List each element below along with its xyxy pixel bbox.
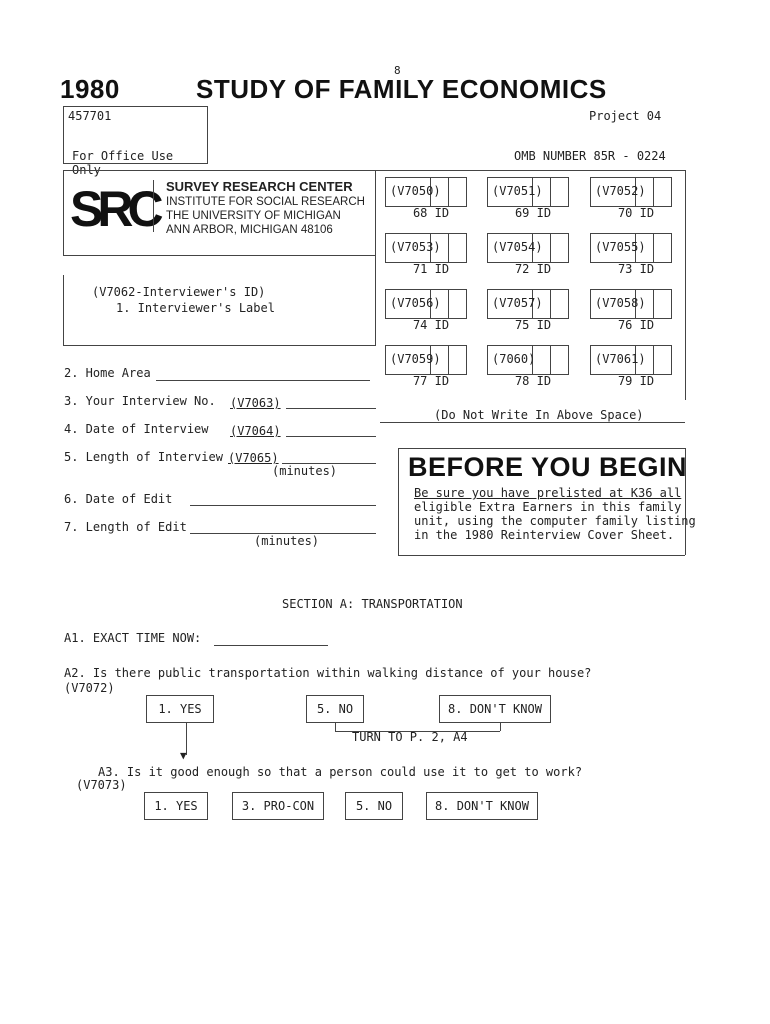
id-box[interactable] xyxy=(385,345,467,375)
id-box[interactable] xyxy=(590,177,672,207)
office-use-label: For Office Use Only xyxy=(72,149,174,177)
id-box-caption: 74 ID xyxy=(412,318,450,332)
id-box-var: (V7059) xyxy=(390,352,441,366)
date-of-interview-field[interactable] xyxy=(286,436,376,437)
id-box-caption: 68 ID xyxy=(412,206,450,220)
id-box-caption: 71 ID xyxy=(412,262,450,276)
date-of-edit-field[interactable] xyxy=(190,505,376,506)
id-box-var: (V7054) xyxy=(492,240,543,254)
a2-var: (V7072) xyxy=(64,681,115,695)
id-box[interactable] xyxy=(487,289,569,319)
id-box-var: (V7057) xyxy=(492,296,543,310)
id-box-caption: 73 ID xyxy=(617,262,655,276)
item-length-of-interview: 5. Length of Interview xyxy=(64,450,223,464)
a1-question: A1. EXACT TIME NOW: xyxy=(64,631,202,645)
id-box[interactable] xyxy=(487,345,569,375)
id-box-var: (7060) xyxy=(492,352,536,366)
a3-question: A3. Is it good enough so that a person could use it to get to work? xyxy=(98,765,583,779)
a3-option-dont-know[interactable]: 8. DON'T KNOW xyxy=(426,792,538,820)
before-line-2: eligible Extra Earners in this family xyxy=(414,500,682,514)
v7063-code: (V7063) xyxy=(230,396,281,410)
a2-option-no[interactable]: 5. NO xyxy=(306,695,364,723)
id-box-caption: 79 ID xyxy=(617,374,655,388)
id-box-var: (V7061) xyxy=(595,352,646,366)
interview-minutes-unit: (minutes) xyxy=(272,464,338,478)
a3-option-pro-con[interactable]: 3. PRO-CON xyxy=(232,792,324,820)
id-box-var: (V7052) xyxy=(595,184,646,198)
id-box[interactable] xyxy=(385,177,467,207)
a2-option-dont-know[interactable]: 8. DON'T KNOW xyxy=(439,695,551,723)
before-line-3: unit, using the computer family listing xyxy=(414,514,696,528)
id-box-caption: 76 ID xyxy=(617,318,655,332)
src-line-3: ANN ARBOR, MICHIGAN 48106 xyxy=(166,224,333,236)
id-box[interactable] xyxy=(487,233,569,263)
item-date-of-interview: 4. Date of Interview xyxy=(64,422,209,436)
id-box-caption: 69 ID xyxy=(514,206,552,220)
src-name: SURVEY RESEARCH CENTER xyxy=(166,179,353,194)
a3-option-no[interactable]: 5. NO xyxy=(345,792,403,820)
id-box[interactable] xyxy=(385,233,467,263)
src-line-1: INSTITUTE FOR SOCIAL RESEARCH xyxy=(166,196,365,208)
edit-minutes-unit: (minutes) xyxy=(254,534,320,548)
id-box-caption: 78 ID xyxy=(514,374,552,388)
home-area-field[interactable] xyxy=(156,380,370,381)
id-box[interactable] xyxy=(590,289,672,319)
a3-option-yes[interactable]: 1. YES xyxy=(144,792,208,820)
id-box[interactable] xyxy=(590,345,672,375)
src-line-2: THE UNIVERSITY OF MICHIGAN xyxy=(166,210,341,222)
form-year: 1980 xyxy=(60,74,120,104)
a3-var: (V7073) xyxy=(76,778,127,792)
office-use-box xyxy=(63,106,208,177)
interviewer-heading: (V7062-Interviewer's ID) xyxy=(92,285,266,299)
v7064-code: (V7064) xyxy=(230,424,281,438)
interview-no-field[interactable] xyxy=(286,408,376,409)
id-box-var: (V7051) xyxy=(492,184,543,198)
project-label: Project 04 xyxy=(589,109,662,123)
id-box-caption: 77 ID xyxy=(412,374,450,388)
a2-question: A2. Is there public transportation within walking distance of your house? xyxy=(64,666,592,680)
do-not-write-note: (Do Not Write In Above Space) xyxy=(434,408,644,422)
section-heading: SECTION A: TRANSPORTATION xyxy=(282,597,463,611)
id-box[interactable] xyxy=(385,289,467,319)
id-box-var: (V7053) xyxy=(390,240,441,254)
id-box-var: (V7056) xyxy=(390,296,441,310)
id-box[interactable] xyxy=(590,233,672,263)
v7065-code: (V7065) xyxy=(228,451,279,465)
id-box-caption: 72 ID xyxy=(514,262,552,276)
id-box-var: (V7058) xyxy=(595,296,646,310)
id-box-caption: 70 ID xyxy=(617,206,655,220)
form-title: STUDY OF FAMILY ECONOMICS xyxy=(196,74,607,104)
before-you-begin-title: BEFORE YOU BEGIN xyxy=(408,452,688,482)
item-interview-no: 3. Your Interview No. xyxy=(64,394,216,408)
id-box-caption: 75 ID xyxy=(514,318,552,332)
a2-option-yes[interactable]: 1. YES xyxy=(146,695,214,723)
id-box[interactable] xyxy=(487,177,569,207)
omb-number: OMB NUMBER 85R - 0224 xyxy=(514,149,666,163)
exact-time-field[interactable] xyxy=(214,645,328,646)
src-logo: SRC xyxy=(70,181,158,237)
office-id: 457701 xyxy=(68,109,112,123)
page-number: 8 xyxy=(394,64,401,77)
item-length-of-edit: 7. Length of Edit xyxy=(64,520,187,534)
id-box-var: (V7050) xyxy=(390,184,441,198)
interviewer-label-item: 1. Interviewer's Label xyxy=(116,301,275,315)
a2-skip-instruction: TURN TO P. 2, A4 xyxy=(352,730,468,744)
down-arrow-icon: ▼ xyxy=(180,749,187,762)
before-line-4: in the 1980 Reinterview Cover Sheet. xyxy=(414,528,675,542)
item-home-area: 2. Home Area xyxy=(64,366,151,380)
id-box-var: (V7055) xyxy=(595,240,646,254)
before-line-1: Be sure you have prelisted at K36 all xyxy=(414,486,682,500)
item-date-of-edit: 6. Date of Edit xyxy=(64,492,173,506)
